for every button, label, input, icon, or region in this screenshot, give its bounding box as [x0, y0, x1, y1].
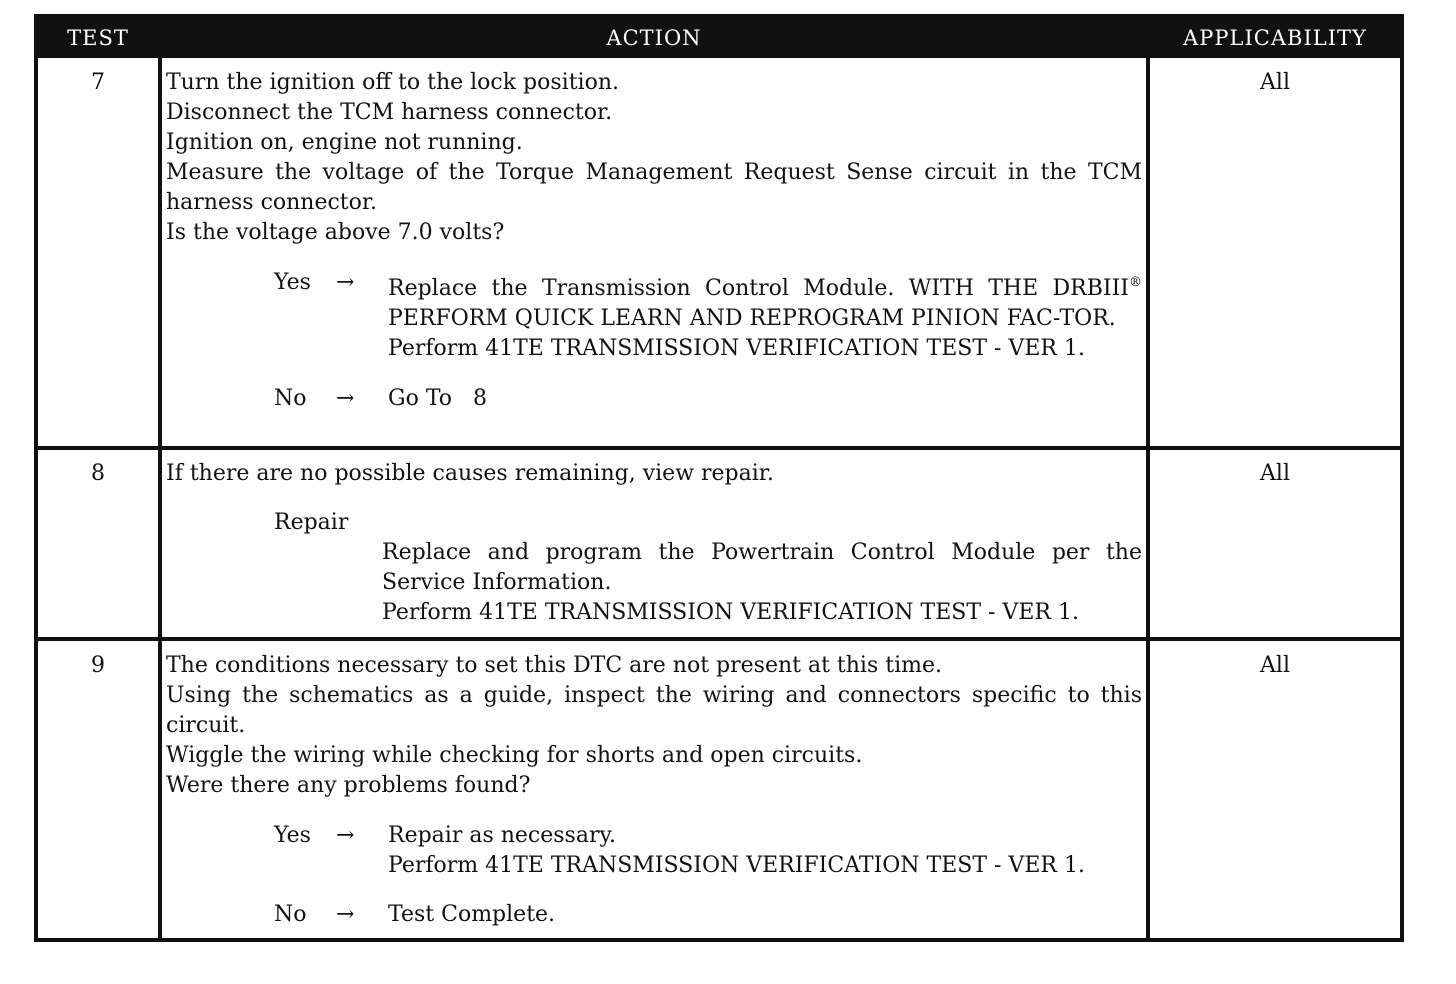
no-branch: [166, 900, 1142, 930]
row-divider: [38, 637, 1400, 641]
yes-result: [388, 268, 1142, 364]
arrow-icon: →: [336, 902, 355, 927]
arrow-icon: →: [336, 386, 355, 411]
repair-text: Perform 41TE TRANSMISSION VERIFICATION TEST - VER 1.: [382, 600, 1079, 625]
arrow-icon: →: [336, 270, 355, 295]
repair-text: Replace and program the Powertrain Control Module per the Service Information.: [382, 540, 1142, 595]
yes-label: Yes: [274, 823, 311, 848]
result-text: Replace the Transmission Control Module. WITH THE DRBIII: [388, 276, 1129, 301]
result-text: Perform 41TE TRANSMISSION VERIFICATION TEST - VER 1.: [388, 853, 1085, 878]
test-number: 9: [91, 653, 105, 678]
step-text: Ignition on, engine not running.: [166, 130, 523, 155]
no-branch: [166, 384, 1142, 414]
step-text: Turn the ignition off to the lock position.: [166, 70, 619, 95]
step-text: Is the voltage above 7.0 volts?: [166, 220, 505, 245]
yes-result: [388, 821, 1142, 881]
no-result: Go To 8: [388, 386, 487, 411]
step-text: Disconnect the TCM harness connector.: [166, 100, 613, 125]
row-divider: [38, 446, 1400, 450]
result-text: Repair as necessary.: [388, 823, 616, 848]
column-divider: [1146, 58, 1150, 938]
applicability-value: All: [1260, 653, 1290, 678]
table-header: [38, 18, 1400, 58]
test-number: 8: [91, 461, 105, 486]
yes-branch: [166, 821, 1142, 881]
step-text: The conditions necessary to set this DTC are not present at this time.: [166, 653, 942, 678]
step-text: Using the schematics as a guide, inspect the wiring and connectors specific to this circuit.: [166, 683, 1142, 738]
no-label: No: [274, 902, 307, 927]
header-test: TEST: [67, 26, 129, 50]
column-divider: [158, 58, 162, 938]
test-action: [166, 459, 1142, 628]
step-text: Wiggle the wiring while checking for shorts and open circuits.: [166, 743, 863, 768]
step-text: Were there any problems found?: [166, 773, 531, 798]
applicability-value: All: [1260, 70, 1290, 95]
step-text: If there are no possible causes remaining, view repair.: [166, 461, 774, 486]
arrow-icon: →: [336, 823, 355, 848]
no-label: No: [274, 386, 307, 411]
applicability-value: All: [1260, 461, 1290, 486]
test-number: 7: [91, 70, 105, 95]
result-text: PERFORM QUICK LEARN AND REPROGRAM PINION FAC-TOR.: [388, 306, 1116, 331]
header-action: ACTION: [606, 26, 702, 50]
step-text: Measure the voltage of the Torque Management Request Sense circuit in the TCM harness connector.: [166, 160, 1142, 215]
no-result: Test Complete.: [388, 902, 556, 927]
test-action: [166, 68, 1142, 414]
yes-label: Yes: [274, 270, 311, 295]
result-text: Perform 41TE TRANSMISSION VERIFICATION TEST - VER 1.: [388, 336, 1085, 361]
repair-label: Repair: [274, 510, 349, 535]
repair-instructions: [382, 538, 1142, 628]
test-action: [166, 651, 1142, 930]
registered-mark: ®: [1129, 275, 1142, 290]
header-applicability: APPLICABILITY: [1183, 26, 1367, 50]
diagnostic-test-table: [34, 14, 1404, 942]
yes-branch: [166, 268, 1142, 364]
